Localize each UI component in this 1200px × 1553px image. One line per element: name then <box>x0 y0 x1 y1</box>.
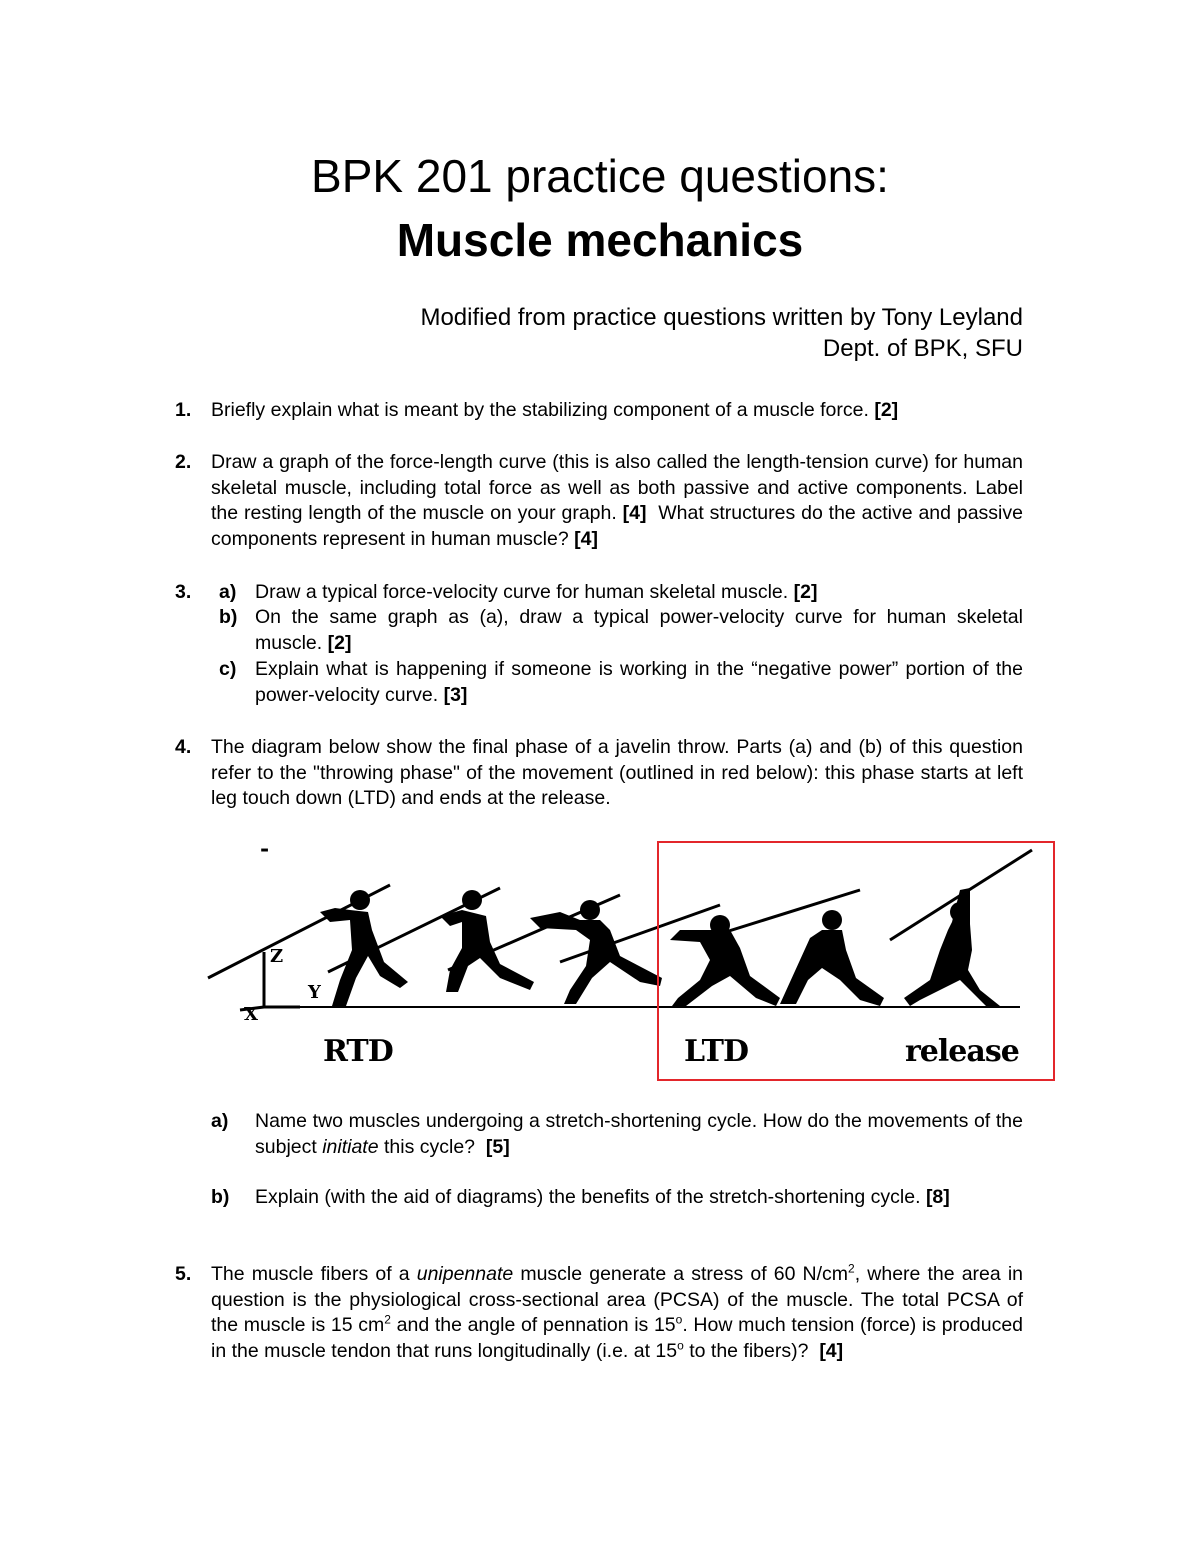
phase-label-rtd: RTD <box>323 1034 393 1069</box>
question-body: , where the area in question is the physiological cross-sectional area (PCSA) of the muscle. The total PCSA of the muscle is 15 cm <box>211 1263 1024 1337</box>
emphasis: unipennate <box>416 1263 514 1285</box>
superscript: 2 <box>848 1261 855 1276</box>
question-number: 3. <box>175 581 192 603</box>
question-body: and the angle of pennation is 15 <box>390 1314 676 1337</box>
question-body: Draw a graph of the force-length curve (this is also called the length-tension curve) for human skeletal muscle, including total force as well as both passive and active components. Label the resting length of the muscle on your graph. <box>211 451 1023 525</box>
stray-dash: - <box>260 836 269 862</box>
question-body: . How much tension (force) is produced in the muscle tendon that runs longitudinally (i.e. at 15 <box>211 1314 1024 1362</box>
part-label: a) <box>211 1110 229 1132</box>
part-text <box>255 1185 1023 1211</box>
marks: [4] <box>622 502 647 525</box>
part-body: Draw a typical force-velocity curve for human skeletal muscle. <box>255 581 789 603</box>
part-body: Explain (with the aid of diagrams) the benefits of the stretch-shortening cycle. <box>255 1186 921 1208</box>
question-text <box>211 450 1023 552</box>
question-text <box>211 398 1023 424</box>
part-text <box>255 657 1023 708</box>
athlete-3 <box>530 900 662 1004</box>
question-body: The muscle fibers of a <box>211 1263 417 1285</box>
page-subtitle: Muscle mechanics <box>396 214 804 266</box>
marks: [4] <box>574 527 598 550</box>
question-text <box>211 1262 1023 1364</box>
marks: [5] <box>485 1135 510 1158</box>
part-text <box>255 605 1023 656</box>
question-number: 5. <box>175 1263 192 1285</box>
question-text: The diagram below show the final phase of a javelin throw. Parts (a) and (b) of this question refer to the "throwing phase" of the movement (outlined in red below): this phase starts at left leg touch down (LTD) and ends at the release. <box>211 736 1023 810</box>
part-body: Explain what is happening if someone is working in the “negative power” portion of the power-velocity curve. <box>255 658 1023 706</box>
question-number: 2. <box>175 451 192 473</box>
part-body: On the same graph as (a), draw a typical power-velocity curve for human skeletal muscle. <box>255 606 1023 654</box>
part-text <box>255 580 1023 606</box>
marks: [2] <box>874 399 899 421</box>
phase-label-ltd: LTD <box>684 1034 748 1069</box>
part-text <box>255 1109 1023 1160</box>
question-body: muscle generate a stress of 60 N/cm <box>513 1263 849 1285</box>
credit-line-1: Modified from practice questions written by Tony Leyland <box>420 304 1023 331</box>
author-credit <box>420 302 1023 364</box>
marks: [2] <box>793 581 818 603</box>
superscript: 2 <box>384 1312 391 1327</box>
part-label: c) <box>219 658 237 680</box>
throwing-phase-outline <box>657 841 1055 1081</box>
marks: [8] <box>925 1186 950 1208</box>
part-label: b) <box>211 1186 230 1208</box>
part-label: a) <box>219 581 237 603</box>
marks: [4] <box>819 1339 844 1362</box>
athlete-2 <box>440 890 534 992</box>
emphasis: initiate <box>322 1135 379 1158</box>
axis-label-x: X <box>244 1004 257 1025</box>
part-body: Name two muscles undergoing a stretch-shortening cycle. How do the movements of the subject <box>255 1110 1023 1158</box>
question-number: 1. <box>175 399 192 421</box>
part-label: b) <box>219 606 238 628</box>
phase-label-release: release <box>905 1034 1019 1069</box>
question-body: What structures do the active and passive components represent in human muscle? <box>211 502 1023 550</box>
credit-line-2: Dept. of BPK, SFU <box>822 335 1023 362</box>
question-body: to the fibers)? <box>683 1339 809 1362</box>
athlete-1 <box>320 890 408 1006</box>
axis-label-y: Y <box>308 982 320 1003</box>
marks: [2] <box>327 631 352 654</box>
superscript: o <box>675 1312 683 1327</box>
superscript: o <box>677 1338 684 1353</box>
marks: [3] <box>443 683 468 706</box>
page-title: BPK 201 practice questions: <box>311 150 889 202</box>
question-number: 4. <box>175 736 192 758</box>
part-body: this cycle? <box>378 1135 476 1158</box>
question-body: Briefly explain what is meant by the stabilizing component of a muscle force. <box>211 399 869 421</box>
axis-label-z: Z <box>270 946 283 967</box>
